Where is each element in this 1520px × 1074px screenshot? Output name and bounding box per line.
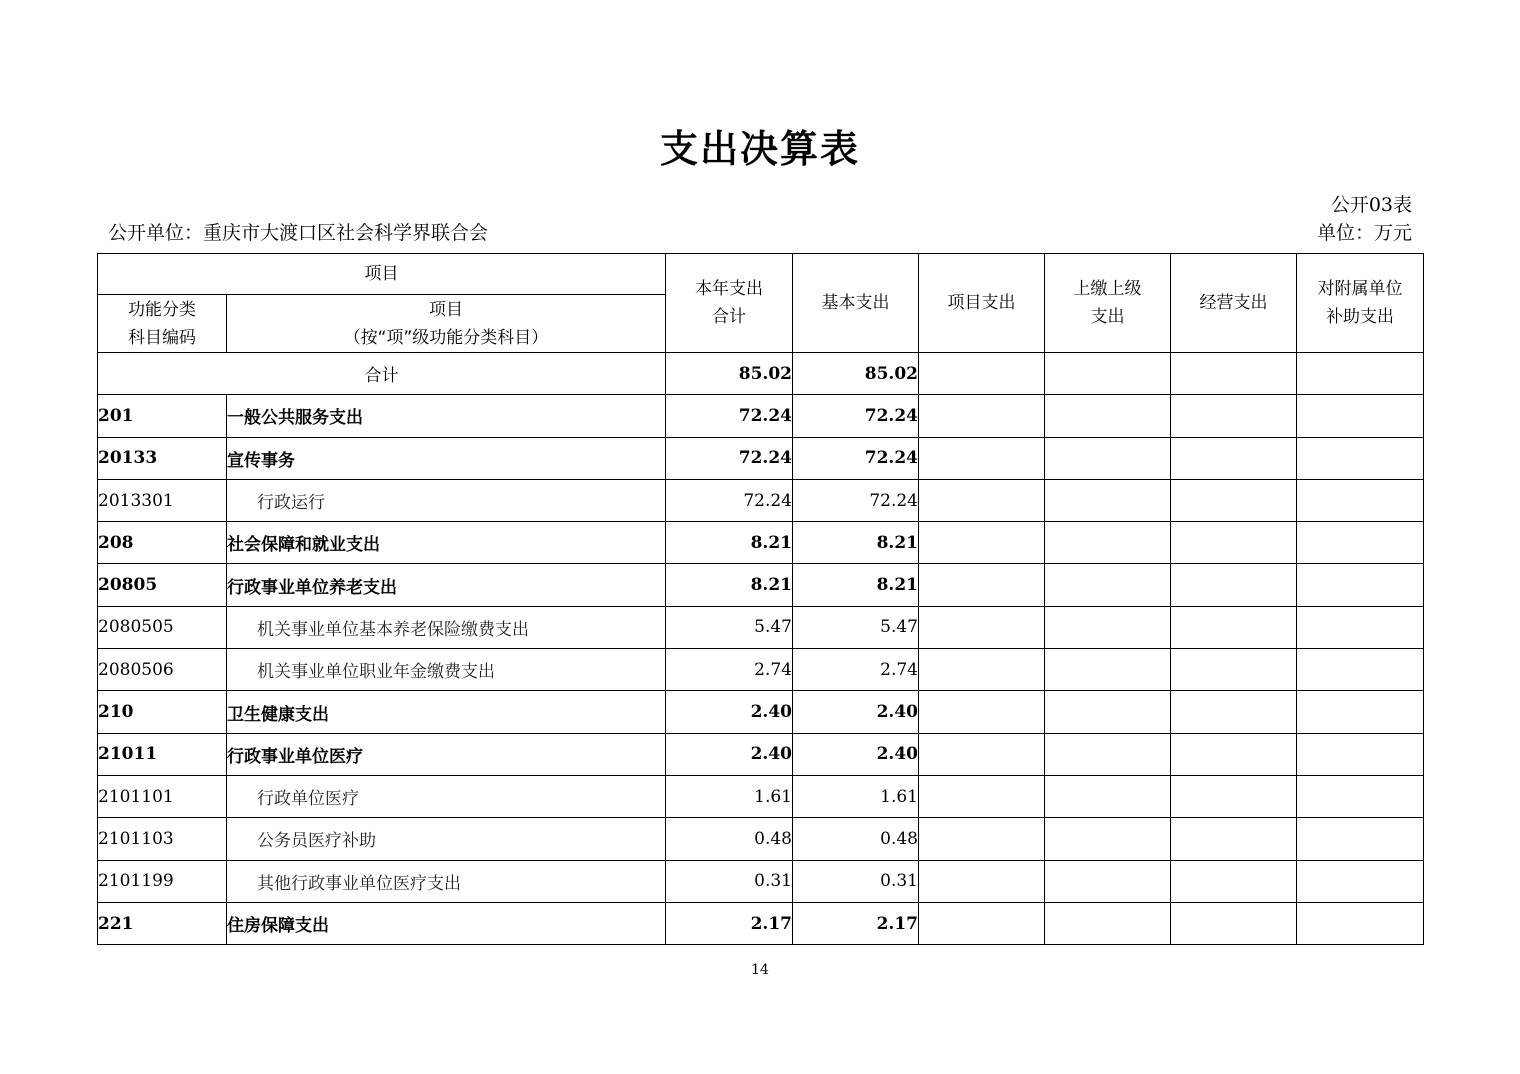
- header-project: 项目支出: [919, 254, 1045, 353]
- summary-upper: [1045, 353, 1171, 395]
- cell-business: [1171, 564, 1297, 606]
- cell-code: 21011: [98, 733, 227, 775]
- cell-basic: 72.24: [793, 395, 919, 437]
- cell-upper: [1045, 395, 1171, 437]
- header-name: 项目 （按“项”级功能分类科目）: [227, 295, 666, 353]
- cell-upper: [1045, 691, 1171, 733]
- table-row: [98, 522, 1424, 564]
- cell-code: 2013301: [98, 479, 227, 521]
- cell-project: [919, 733, 1045, 775]
- cell-upper: [1045, 733, 1171, 775]
- cell-basic: 0.48: [793, 818, 919, 860]
- table-row: [98, 437, 1424, 479]
- table-row: [98, 902, 1424, 944]
- table-row: [98, 691, 1424, 733]
- cell-total: 0.48: [666, 818, 793, 860]
- cell-name: 行政事业单位养老支出: [227, 564, 666, 606]
- cell-subsidy: [1297, 691, 1424, 733]
- table-row: [98, 564, 1424, 606]
- cell-business: [1171, 606, 1297, 648]
- cell-subsidy: [1297, 395, 1424, 437]
- summary-basic: 85.02: [793, 353, 919, 395]
- cell-name: 一般公共服务支出: [227, 395, 666, 437]
- cell-upper: [1045, 649, 1171, 691]
- cell-total: 1.61: [666, 775, 793, 817]
- summary-subsidy: [1297, 353, 1424, 395]
- table-number: 公开03表: [1330, 194, 1412, 216]
- header-total: 本年支出 合计: [666, 254, 793, 353]
- cell-basic: 8.21: [793, 564, 919, 606]
- cell-project: [919, 902, 1045, 944]
- cell-code: 210: [98, 691, 227, 733]
- cell-upper: [1045, 522, 1171, 564]
- summary-project: [919, 353, 1045, 395]
- cell-basic: 2.17: [793, 902, 919, 944]
- cell-subsidy: [1297, 437, 1424, 479]
- cell-total: 2.40: [666, 733, 793, 775]
- table-row: [98, 733, 1424, 775]
- cell-name: 住房保障支出: [227, 902, 666, 944]
- cell-basic: 1.61: [793, 775, 919, 817]
- header-basic: 基本支出: [793, 254, 919, 353]
- summary-row: [98, 353, 1424, 395]
- cell-name: 行政单位医疗: [227, 775, 666, 817]
- cell-code: 2101103: [98, 818, 227, 860]
- cell-business: [1171, 860, 1297, 902]
- table-row: [98, 606, 1424, 648]
- cell-code: 20133: [98, 437, 227, 479]
- table-row: [98, 818, 1424, 860]
- cell-name: 其他行政事业单位医疗支出: [227, 860, 666, 902]
- cell-upper: [1045, 860, 1171, 902]
- cell-total: 72.24: [666, 479, 793, 521]
- cell-upper: [1045, 818, 1171, 860]
- cell-subsidy: [1297, 818, 1424, 860]
- cell-project: [919, 564, 1045, 606]
- cell-code: 2080505: [98, 606, 227, 648]
- table-row: [98, 395, 1424, 437]
- cell-total: 8.21: [666, 522, 793, 564]
- cell-upper: [1045, 606, 1171, 648]
- cell-project: [919, 691, 1045, 733]
- header-subsidy: 对附属单位 补助支出: [1297, 254, 1424, 353]
- reporting-unit: 公开单位：重庆市大渡口区社会科学界联合会: [108, 222, 489, 244]
- cell-upper: [1045, 902, 1171, 944]
- cell-basic: 0.31: [793, 860, 919, 902]
- cell-upper: [1045, 479, 1171, 521]
- cell-business: [1171, 479, 1297, 521]
- cell-upper: [1045, 437, 1171, 479]
- cell-code: 208: [98, 522, 227, 564]
- cell-basic: 8.21: [793, 522, 919, 564]
- cell-project: [919, 437, 1045, 479]
- cell-project: [919, 479, 1045, 521]
- table-row: [98, 649, 1424, 691]
- cell-code: 2101101: [98, 775, 227, 817]
- cell-basic: 2.40: [793, 733, 919, 775]
- cell-total: 2.74: [666, 649, 793, 691]
- currency-unit: 单位：万元: [1316, 222, 1412, 244]
- cell-business: [1171, 818, 1297, 860]
- cell-name: 宣传事务: [227, 437, 666, 479]
- cell-basic: 2.74: [793, 649, 919, 691]
- cell-code: 201: [98, 395, 227, 437]
- cell-subsidy: [1297, 606, 1424, 648]
- cell-basic: 72.24: [793, 437, 919, 479]
- cell-name: 公务员医疗补助: [227, 818, 666, 860]
- cell-subsidy: [1297, 733, 1424, 775]
- header-code: 功能分类 科目编码: [98, 295, 227, 353]
- table-row: [98, 860, 1424, 902]
- table-row: [98, 775, 1424, 817]
- summary-business: [1171, 353, 1297, 395]
- cell-subsidy: [1297, 775, 1424, 817]
- cell-business: [1171, 775, 1297, 817]
- cell-subsidy: [1297, 649, 1424, 691]
- cell-subsidy: [1297, 479, 1424, 521]
- cell-basic: 2.40: [793, 691, 919, 733]
- cell-business: [1171, 733, 1297, 775]
- cell-project: [919, 522, 1045, 564]
- cell-total: 2.40: [666, 691, 793, 733]
- header-upper: 上缴上级 支出: [1045, 254, 1171, 353]
- cell-subsidy: [1297, 564, 1424, 606]
- cell-code: 221: [98, 902, 227, 944]
- cell-basic: 72.24: [793, 479, 919, 521]
- cell-total: 0.31: [666, 860, 793, 902]
- summary-label: 合计: [98, 353, 666, 395]
- cell-basic: 5.47: [793, 606, 919, 648]
- expenditure-table: [97, 253, 1424, 945]
- cell-total: 2.17: [666, 902, 793, 944]
- cell-upper: [1045, 564, 1171, 606]
- page-title: 支出决算表: [659, 127, 860, 171]
- cell-subsidy: [1297, 522, 1424, 564]
- cell-name: 机关事业单位职业年金缴费支出: [227, 649, 666, 691]
- cell-code: 20805: [98, 564, 227, 606]
- cell-project: [919, 395, 1045, 437]
- cell-total: 72.24: [666, 437, 793, 479]
- header-business: 经营支出: [1171, 254, 1297, 353]
- table-row: [98, 479, 1424, 521]
- cell-upper: [1045, 775, 1171, 817]
- header-project-group: 项目: [98, 254, 666, 295]
- cell-project: [919, 860, 1045, 902]
- cell-name: 卫生健康支出: [227, 691, 666, 733]
- cell-project: [919, 818, 1045, 860]
- cell-business: [1171, 649, 1297, 691]
- cell-code: 2101199: [98, 860, 227, 902]
- cell-project: [919, 649, 1045, 691]
- cell-project: [919, 775, 1045, 817]
- cell-name: 机关事业单位基本养老保险缴费支出: [227, 606, 666, 648]
- cell-subsidy: [1297, 860, 1424, 902]
- cell-business: [1171, 437, 1297, 479]
- cell-total: 5.47: [666, 606, 793, 648]
- cell-business: [1171, 395, 1297, 437]
- cell-total: 72.24: [666, 395, 793, 437]
- cell-name: 行政运行: [227, 479, 666, 521]
- cell-subsidy: [1297, 902, 1424, 944]
- cell-name: 社会保障和就业支出: [227, 522, 666, 564]
- summary-total: 85.02: [666, 353, 793, 395]
- cell-business: [1171, 902, 1297, 944]
- cell-name: 行政事业单位医疗: [227, 733, 666, 775]
- cell-business: [1171, 522, 1297, 564]
- cell-total: 8.21: [666, 564, 793, 606]
- page-number: 14: [751, 962, 769, 978]
- cell-project: [919, 606, 1045, 648]
- cell-business: [1171, 691, 1297, 733]
- cell-code: 2080506: [98, 649, 227, 691]
